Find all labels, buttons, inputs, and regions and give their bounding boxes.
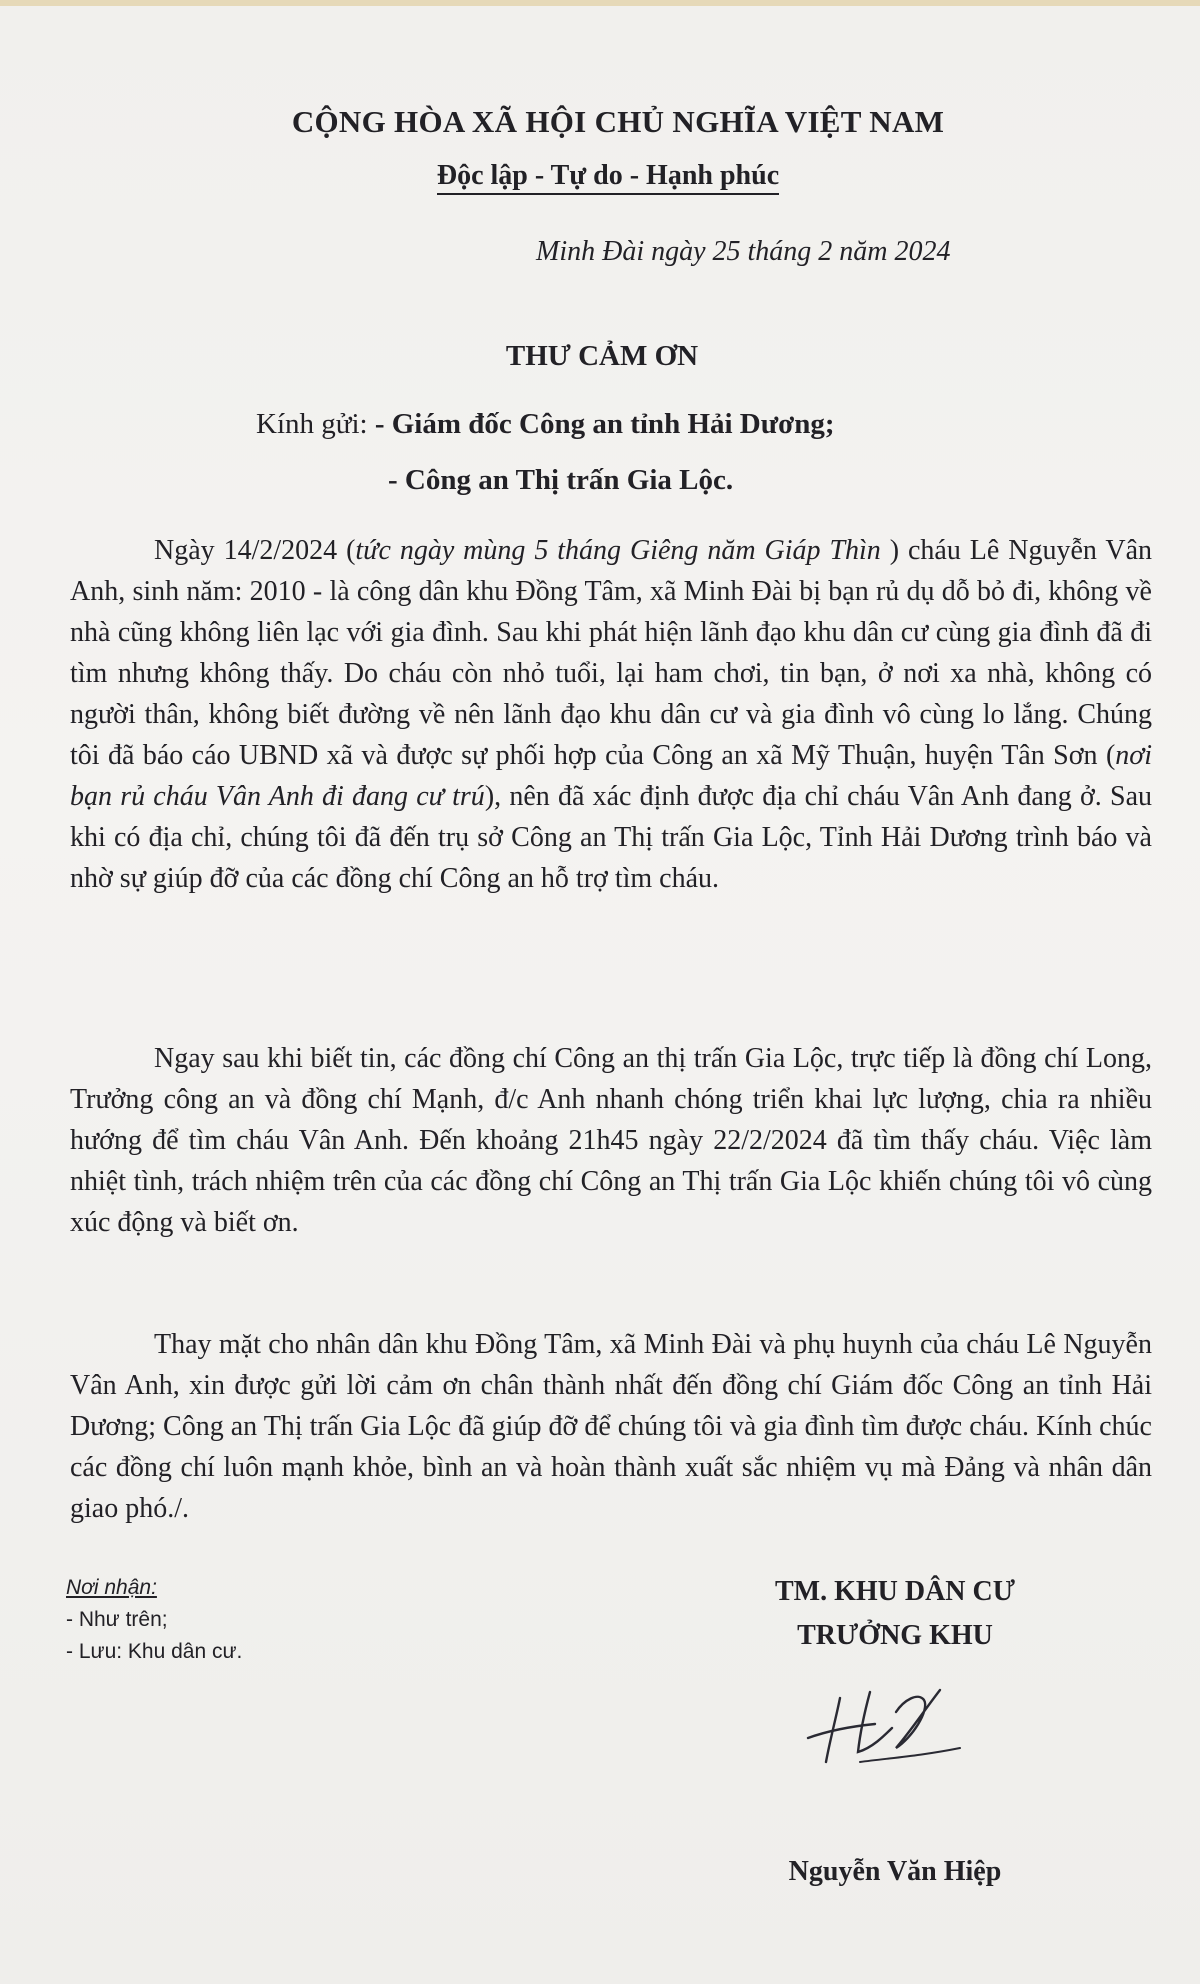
date-line: Minh Đài ngày 25 tháng 2 năm 2024: [536, 236, 951, 267]
p1-italic-1: tức ngày mùng 5 tháng Giêng năm Giáp Thìn: [355, 535, 881, 566]
p3-text: Thay mặt cho nhân dân khu Đồng Tâm, xã Minh Đài và phụ huynh của cháu Lê Nguyễn Vân Anh, xin được gửi lời cảm ơn chân thành nhất đến đồng chí Giám đốc Công an tỉnh Hải Dương; Công an Thị trấn Gia Lộc đã giúp đỡ để chúng tôi và gia đình tìm được cháu. Kính chúc các đồng chí luôn mạnh khỏe, bình an và hoàn thành xuất sắc nhiệm vụ mà Đảng và nhân dân giao phó./.: [70, 1329, 1152, 1524]
p2-text: Ngay sau khi biết tin, các đồng chí Công an thị trấn Gia Lộc, trực tiếp là đồng chí Long, Trưởng công an và đồng chí Mạnh, đ/c Anh nhanh chóng triển khai lực lượng, chia ra nhiều hướng để tìm cháu Vân Anh. Đến khoảng 21h45 ngày 22/2/2024 đã tìm thấy cháu. Việc làm nhiệt tình, trách nhiệm trên của các đồng chí Công an Thị trấn Gia Lộc khiến chúng tôi vô cùng xúc động và biết ơn.: [70, 1043, 1152, 1238]
p1-italic-2: nơi bạn rủ cháu Vân Anh đi đang cư trú: [70, 740, 1152, 812]
p1-text-a: Ngày 14/2/2024 (: [154, 535, 356, 566]
handwritten-signature: [800, 1678, 970, 1778]
national-title: CỘNG HÒA XÃ HỘI CHỦ NGHĨA VIỆT NAM: [291, 104, 945, 139]
receivers-block: [66, 1572, 242, 1668]
paragraph-3: [70, 1324, 1152, 1529]
recipient-line-1: [256, 408, 835, 441]
receiver-item-2: - Lưu: Khu dân cư.: [66, 1640, 243, 1663]
motto-text: Độc lập - Tự do - Hạnh phúc: [437, 160, 779, 195]
national-motto: [8, 160, 1200, 192]
recipient-prefix: Kính gửi:: [256, 408, 375, 440]
letter-title: THƯ CẢM ƠN: [505, 340, 699, 372]
p1-text-b: ) cháu Lê Nguyễn Vân Anh, sinh năm: 2010 - là công dân khu Đồng Tâm, xã Minh Đài bị bạn rủ dụ dỗ bỏ đi, không về nhà cũng không liên lạc với gia đình. Sau khi phát hiện lãnh đạo khu dân cư cùng gia đình đã đi tìm nhưng không thấy. Do cháu còn nhỏ tuổi, lại ham chơi, tin bạn, ở nơi xa nhà, không có người thân, không biết đường về nên lãnh đạo khu dân cư và gia đình vô cùng lo lắng. Chúng tôi đã báo cáo UBND xã và được sự phối hợp của Công an xã Mỹ Thuận, huyện Tân Sơn (: [70, 535, 1152, 771]
receiver-item-1: - Như trên;: [66, 1608, 168, 1631]
recipient-1: - Giám đốc Công an tỉnh Hải Dương;: [374, 408, 835, 440]
receivers-label: Nơi nhận:: [66, 1576, 157, 1599]
paragraph-2: [70, 1038, 1152, 1243]
signature-org: TM. KHU DÂN CƯ: [774, 1576, 1016, 1607]
recipient-2: - Công an Thị trấn Gia Lộc.: [388, 464, 734, 496]
signature-position: TRƯỞNG KHU: [797, 1620, 993, 1651]
paragraph-1: [70, 530, 1152, 899]
signer-name: Nguyễn Văn Hiệp: [788, 1856, 1002, 1887]
p1-text-c: ), nên đã xác định được địa chỉ cháu Vân Anh đang ở. Sau khi có địa chỉ, chúng tôi đã đến trụ sở Công an Thị trấn Gia Lộc, Tỉnh Hải Dương trình báo và nhờ sự giúp đỡ của các đồng chí Công an hỗ trợ tìm cháu.: [70, 781, 1152, 894]
